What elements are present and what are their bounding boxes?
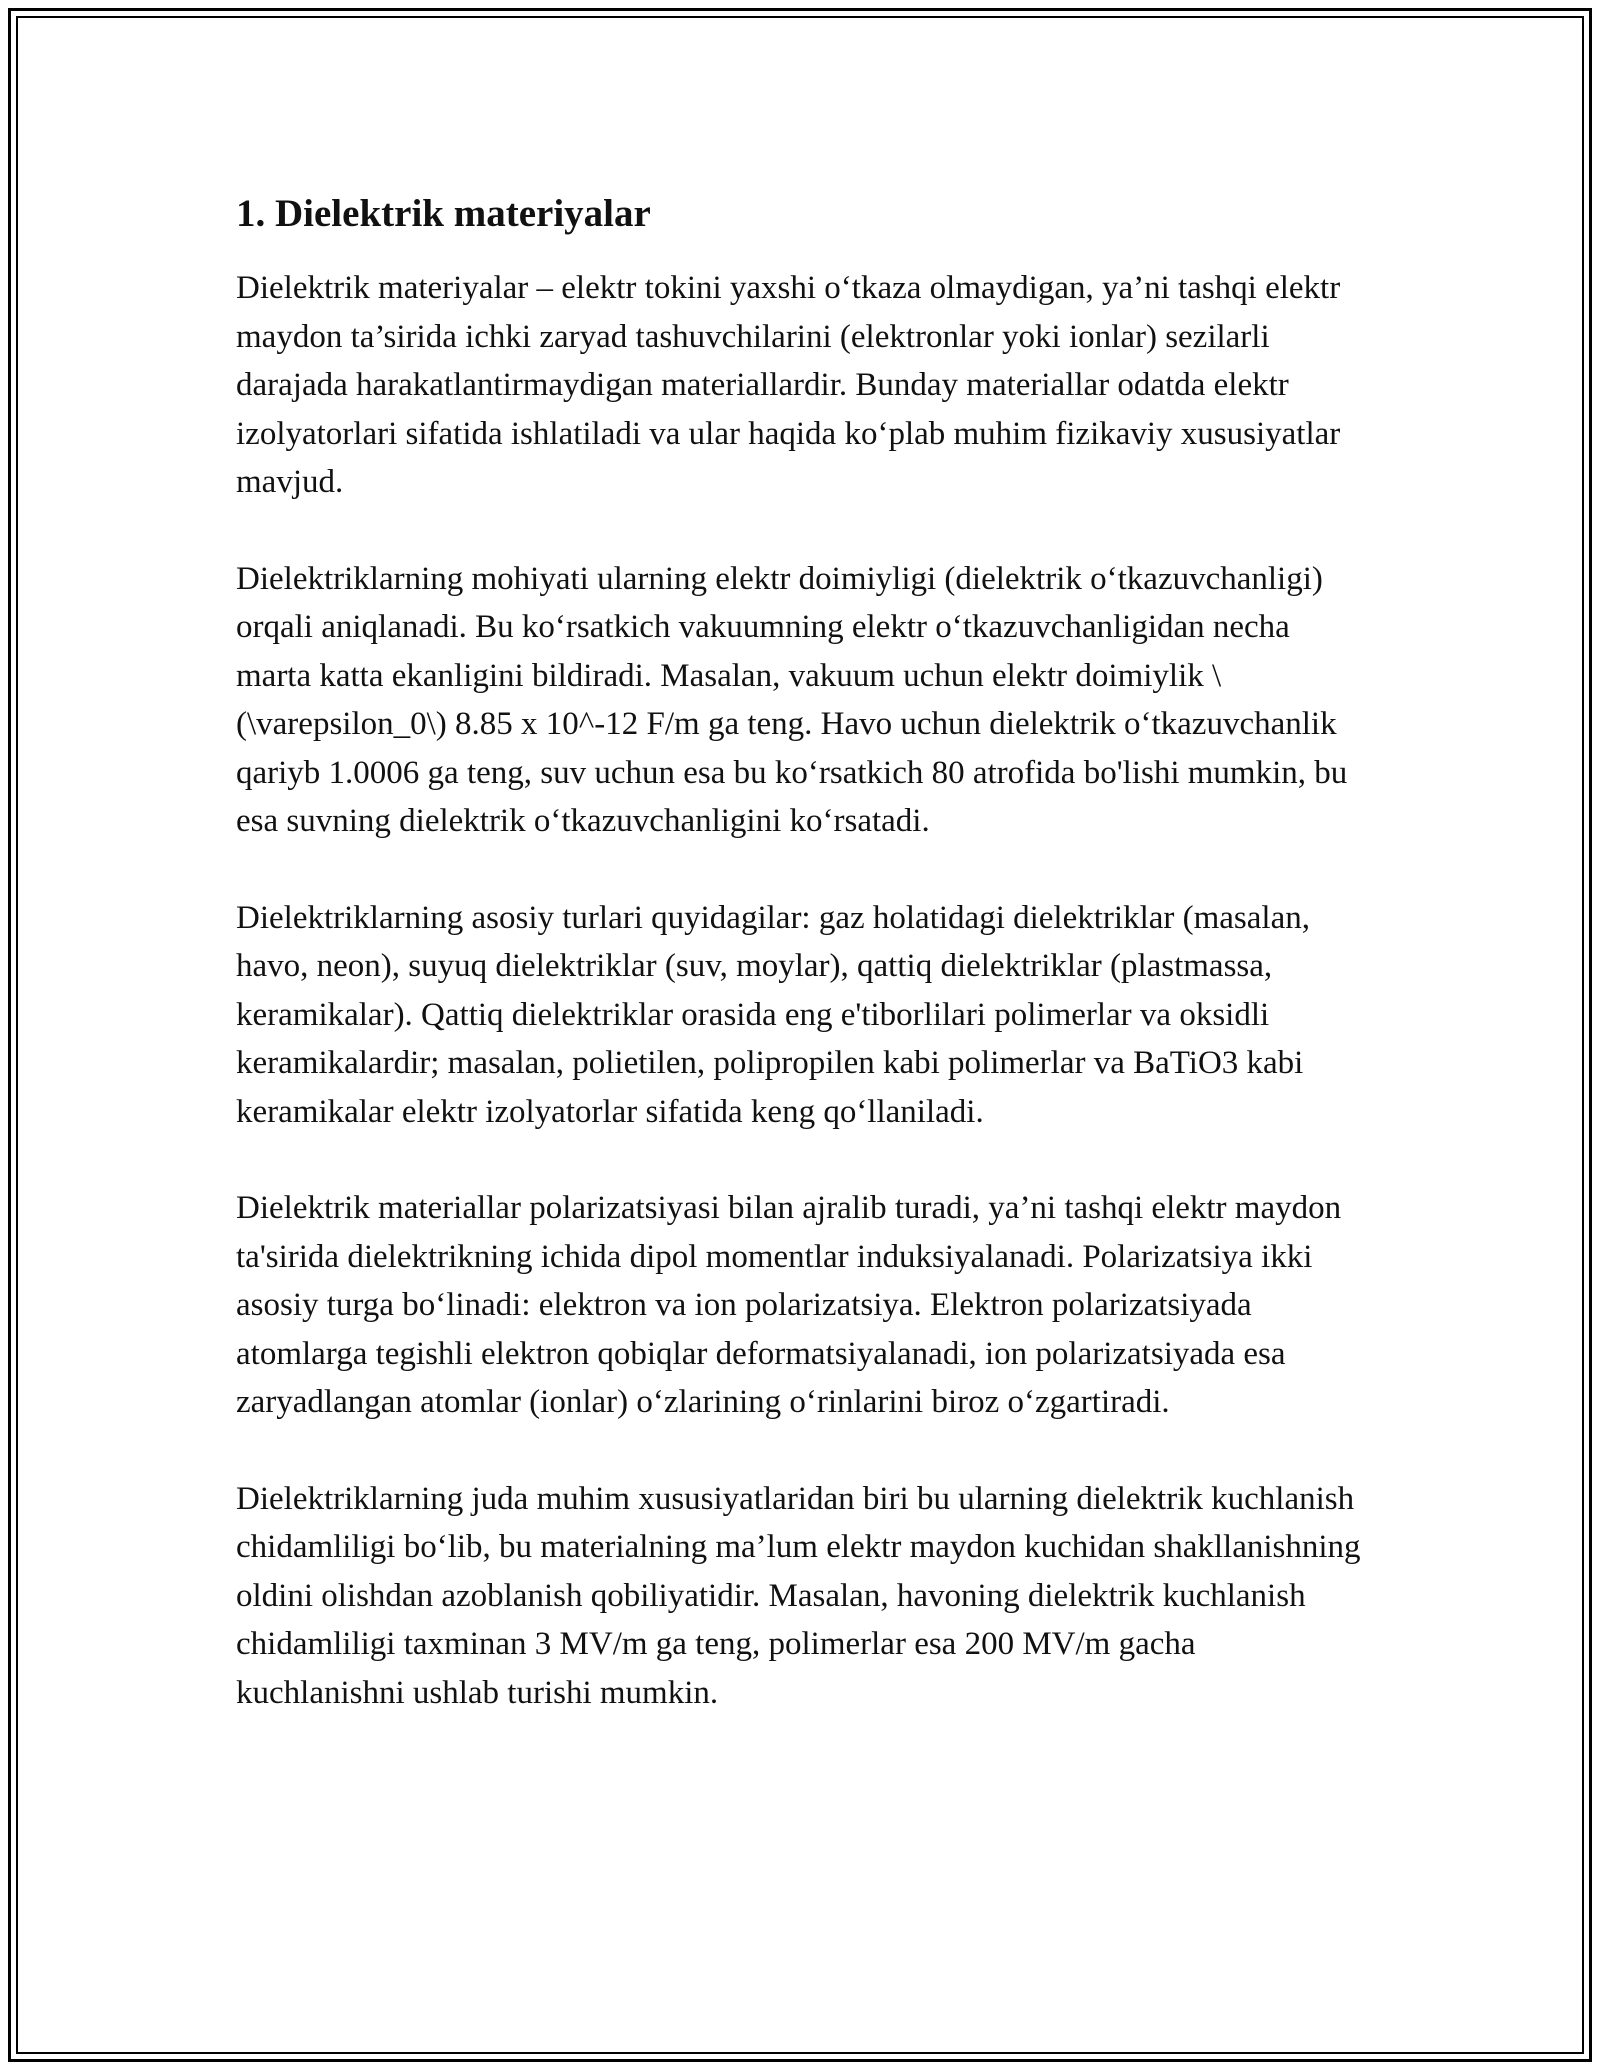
paragraph-types: Dielektriklarning asosiy turlari quyidagilar: gaz holatidagi dielektriklar (masalan, havo, neon), suyuq dielektriklar (suv, moylar), qattiq dielektriklar (plastmassa, keramikalar). Qattiq dielektriklar orasida eng e'tiborlilari polimerlar va oksidli keramikalardir; masalan, polietilen, polipropilen kabi polimerlar va BaTiO3 kabi keramikalar elektr izolyatorlar sifatida keng qo‘llaniladi. xyxy=(236,899,1310,1130)
paragraph-definition: Dielektrik materiyalar – elektr tokini yaxshi o‘tkaza olmaydigan, ya’ni tashqi elektr maydon ta’sirida ichki zaryad tashuvchilarini (elektronlar yoki ionlar) sezilarli darajada harakatlantirmaydigan materiallardir. Bunday materiallar odatda elektr izolyatorlari sifatida ishlatiladi va ular haqida ko‘plab muhim fizikaviy xususiyatlar mavjud. xyxy=(236,270,1341,500)
paragraph-permittivity: Dielektriklarning mohiyati ularning elektr doimiyligi (dielektrik o‘tkazuvchanligi) orqali aniqlanadi. Bu ko‘rsatkich vakuumning elektr o‘tkazuvchanligidan necha marta katta ekanligini bildiradi. Masalan, vakuum uchun elektr doimiylik \(\varepsilon_0\) 8.85 x 10^-12 F/m ga teng. Havo uchun dielektrik o‘tkazuvchanlik qariyb 1.0006 ga teng, suv uchun esa bu ko‘rsatkich 80 atrofida bo'lishi mumkin, bu esa suvning dielektrik o‘tkazuvchanligini ko‘rsatadi. xyxy=(236,560,1348,839)
section-heading: 1. Dielektrik materiyalar xyxy=(236,192,651,235)
paragraph-polarization: Dielektrik materiallar polarizatsiyasi bilan ajralib turadi, ya’ni tashqi elektr maydon ta'sirida dielektrikning ichida dipol momentlar induksiyalanadi. Polarizatsiya ikki asosiy turga bo‘linadi: elektron va ion polarizatsiya. Elektron polarizatsiyada atomlarga tegishli elektron qobiqlar deformatsiyalanadi, ion polarizatsiyada esa zaryadlangan atomlar (ionlar) o‘zlarining o‘rinlarini biroz o‘zgartiradi. xyxy=(236,1190,1342,1420)
paragraph-dielectric-strength: Dielektriklarning juda muhim xususiyatlaridan biri bu ularning dielektrik kuchlanish chidamliligi bo‘lib, bu materialning ma’lum elektr maydon kuchidan shakllanishning oldini olishdan azoblanish qobiliyatidir. Masalan, havoning dielektrik kuchlanish chidamliligi taxminan 3 MV/m ga teng, polimerlar esa 200 MV/m gacha kuchlanishni ushlab turishi mumkin. xyxy=(236,1480,1361,1711)
document-body xyxy=(236,190,1366,1765)
